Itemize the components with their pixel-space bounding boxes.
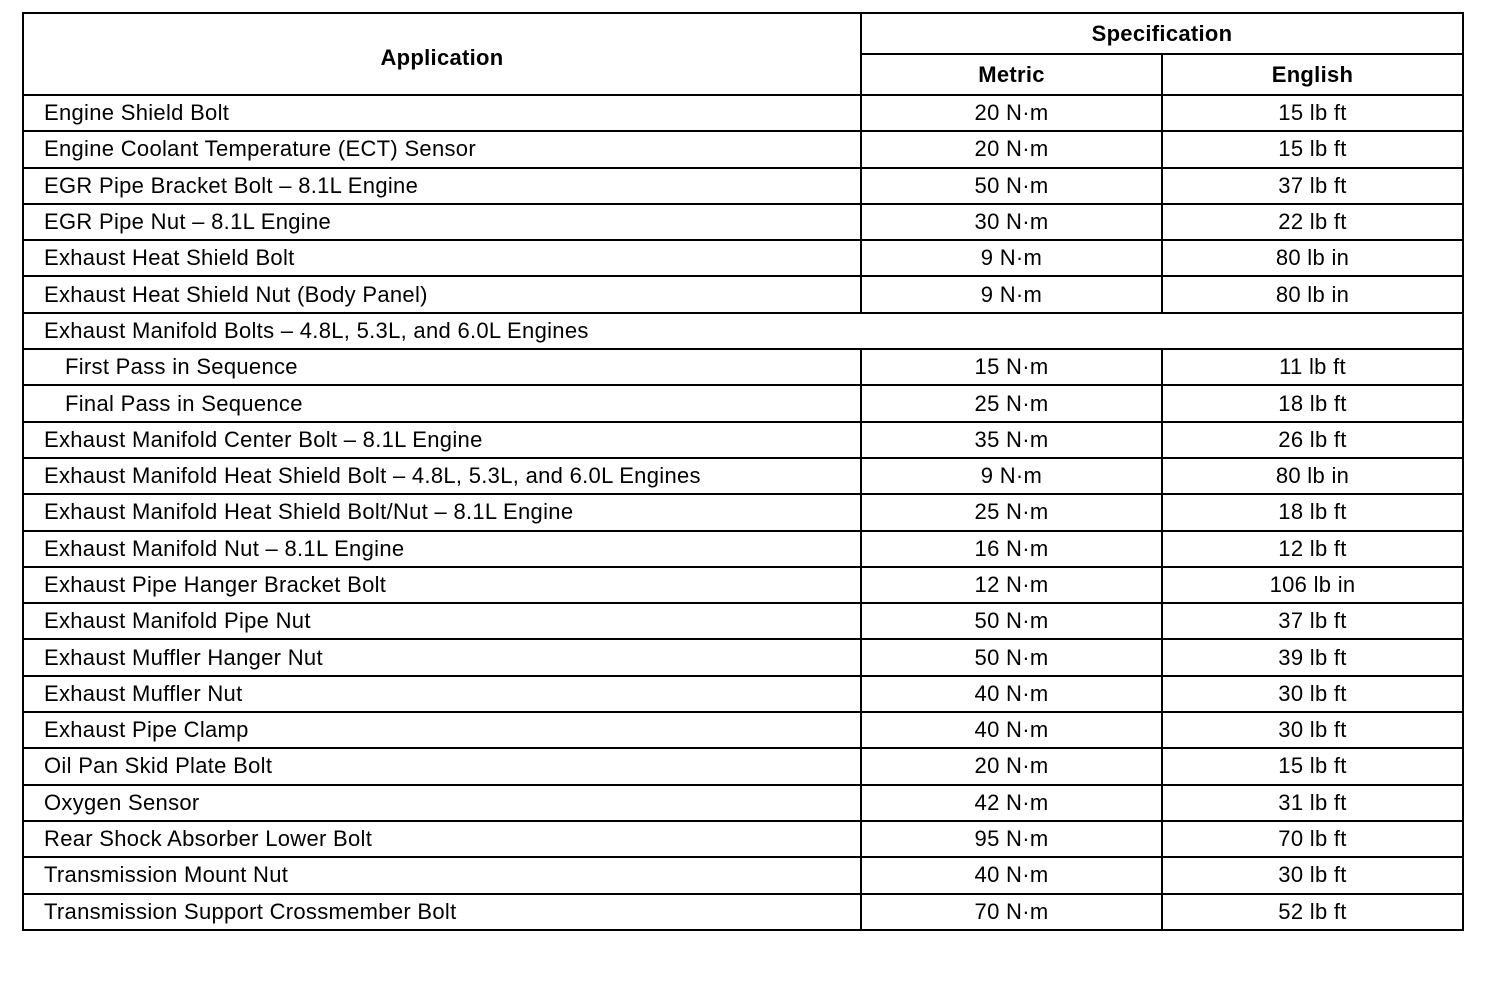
english-value-cell: 70 lb ft: [1162, 821, 1463, 857]
english-value-cell: 106 lb in: [1162, 567, 1463, 603]
application-cell: Exhaust Heat Shield Bolt: [23, 240, 861, 276]
table-row: [23, 531, 1463, 567]
table-row: [23, 894, 1463, 930]
metric-value-cell: 25 N·m: [861, 385, 1162, 421]
english-value-cell: 18 lb ft: [1162, 494, 1463, 530]
english-value-cell: 31 lb ft: [1162, 785, 1463, 821]
application-cell: Oil Pan Skid Plate Bolt: [23, 748, 861, 784]
table-row: [23, 385, 1463, 421]
table-row: [23, 204, 1463, 240]
metric-value-cell: 20 N·m: [861, 131, 1162, 167]
application-cell: Transmission Mount Nut: [23, 857, 861, 893]
table-body: [23, 95, 1463, 930]
english-value-cell: 22 lb ft: [1162, 204, 1463, 240]
metric-value-cell: 30 N·m: [861, 204, 1162, 240]
english-value-cell: 26 lb ft: [1162, 422, 1463, 458]
application-cell: Engine Coolant Temperature (ECT) Sensor: [23, 131, 861, 167]
english-value-cell: 30 lb ft: [1162, 676, 1463, 712]
metric-value-cell: 50 N·m: [861, 639, 1162, 675]
header-row-top: [23, 13, 1463, 54]
application-cell: Final Pass in Sequence: [23, 385, 861, 421]
table-row: [23, 95, 1463, 131]
application-cell: Rear Shock Absorber Lower Bolt: [23, 821, 861, 857]
table-row: [23, 240, 1463, 276]
application-cell: Exhaust Manifold Pipe Nut: [23, 603, 861, 639]
table-row: [23, 603, 1463, 639]
table-row: [23, 422, 1463, 458]
table-row: [23, 748, 1463, 784]
english-value-cell: 80 lb in: [1162, 240, 1463, 276]
table-row: [23, 821, 1463, 857]
metric-value-cell: 9 N·m: [861, 458, 1162, 494]
english-value-cell: 15 lb ft: [1162, 131, 1463, 167]
metric-value-cell: 25 N·m: [861, 494, 1162, 530]
table-header: [23, 13, 1463, 95]
english-value-cell: 11 lb ft: [1162, 349, 1463, 385]
metric-value-cell: 50 N·m: [861, 168, 1162, 204]
application-cell: EGR Pipe Nut – 8.1L Engine: [23, 204, 861, 240]
english-value-cell: 30 lb ft: [1162, 712, 1463, 748]
application-cell: Exhaust Muffler Nut: [23, 676, 861, 712]
table-row: [23, 676, 1463, 712]
application-cell: Exhaust Pipe Hanger Bracket Bolt: [23, 567, 861, 603]
application-cell: EGR Pipe Bracket Bolt – 8.1L Engine: [23, 168, 861, 204]
table-row: [23, 567, 1463, 603]
english-value-cell: 18 lb ft: [1162, 385, 1463, 421]
english-value-cell: 15 lb ft: [1162, 95, 1463, 131]
table-row: [23, 131, 1463, 167]
english-value-cell: 37 lb ft: [1162, 603, 1463, 639]
metric-value-cell: 12 N·m: [861, 567, 1162, 603]
metric-value-cell: 9 N·m: [861, 240, 1162, 276]
application-cell: Exhaust Manifold Heat Shield Bolt/Nut – 8.1L Engine: [23, 494, 861, 530]
metric-value-cell: 50 N·m: [861, 603, 1162, 639]
metric-value-cell: 16 N·m: [861, 531, 1162, 567]
application-cell: Oxygen Sensor: [23, 785, 861, 821]
english-value-cell: 80 lb in: [1162, 458, 1463, 494]
table-row: [23, 494, 1463, 530]
table-row: [23, 857, 1463, 893]
table-row: [23, 458, 1463, 494]
application-column-header: Application: [23, 13, 861, 95]
application-cell: Exhaust Heat Shield Nut (Body Panel): [23, 276, 861, 312]
english-value-cell: 12 lb ft: [1162, 531, 1463, 567]
table-row: [23, 276, 1463, 312]
table-row: [23, 712, 1463, 748]
application-cell: Exhaust Manifold Nut – 8.1L Engine: [23, 531, 861, 567]
specification-column-header: Specification: [861, 13, 1463, 54]
metric-value-cell: 35 N·m: [861, 422, 1162, 458]
metric-column-header: Metric: [861, 54, 1162, 95]
metric-value-cell: 42 N·m: [861, 785, 1162, 821]
table-row: [23, 639, 1463, 675]
table-row: [23, 349, 1463, 385]
metric-value-cell: 40 N·m: [861, 712, 1162, 748]
english-value-cell: 39 lb ft: [1162, 639, 1463, 675]
english-value-cell: 80 lb in: [1162, 276, 1463, 312]
application-cell: First Pass in Sequence: [23, 349, 861, 385]
application-cell: Engine Shield Bolt: [23, 95, 861, 131]
table-row: [23, 168, 1463, 204]
application-cell: Exhaust Pipe Clamp: [23, 712, 861, 748]
application-cell: Transmission Support Crossmember Bolt: [23, 894, 861, 930]
english-value-cell: 15 lb ft: [1162, 748, 1463, 784]
metric-value-cell: 15 N·m: [861, 349, 1162, 385]
metric-value-cell: 40 N·m: [861, 857, 1162, 893]
torque-specification-table: [22, 12, 1464, 931]
application-cell: Exhaust Muffler Hanger Nut: [23, 639, 861, 675]
application-cell: Exhaust Manifold Heat Shield Bolt – 4.8L, 5.3L, and 6.0L Engines: [23, 458, 861, 494]
english-column-header: English: [1162, 54, 1463, 95]
table-row: [23, 785, 1463, 821]
metric-value-cell: 70 N·m: [861, 894, 1162, 930]
metric-value-cell: 20 N·m: [861, 748, 1162, 784]
table-group-row: [23, 313, 1463, 349]
english-value-cell: 52 lb ft: [1162, 894, 1463, 930]
metric-value-cell: 20 N·m: [861, 95, 1162, 131]
group-heading-cell: Exhaust Manifold Bolts – 4.8L, 5.3L, and 6.0L Engines: [23, 313, 1463, 349]
english-value-cell: 37 lb ft: [1162, 168, 1463, 204]
metric-value-cell: 95 N·m: [861, 821, 1162, 857]
metric-value-cell: 40 N·m: [861, 676, 1162, 712]
application-cell: Exhaust Manifold Center Bolt – 8.1L Engine: [23, 422, 861, 458]
metric-value-cell: 9 N·m: [861, 276, 1162, 312]
english-value-cell: 30 lb ft: [1162, 857, 1463, 893]
